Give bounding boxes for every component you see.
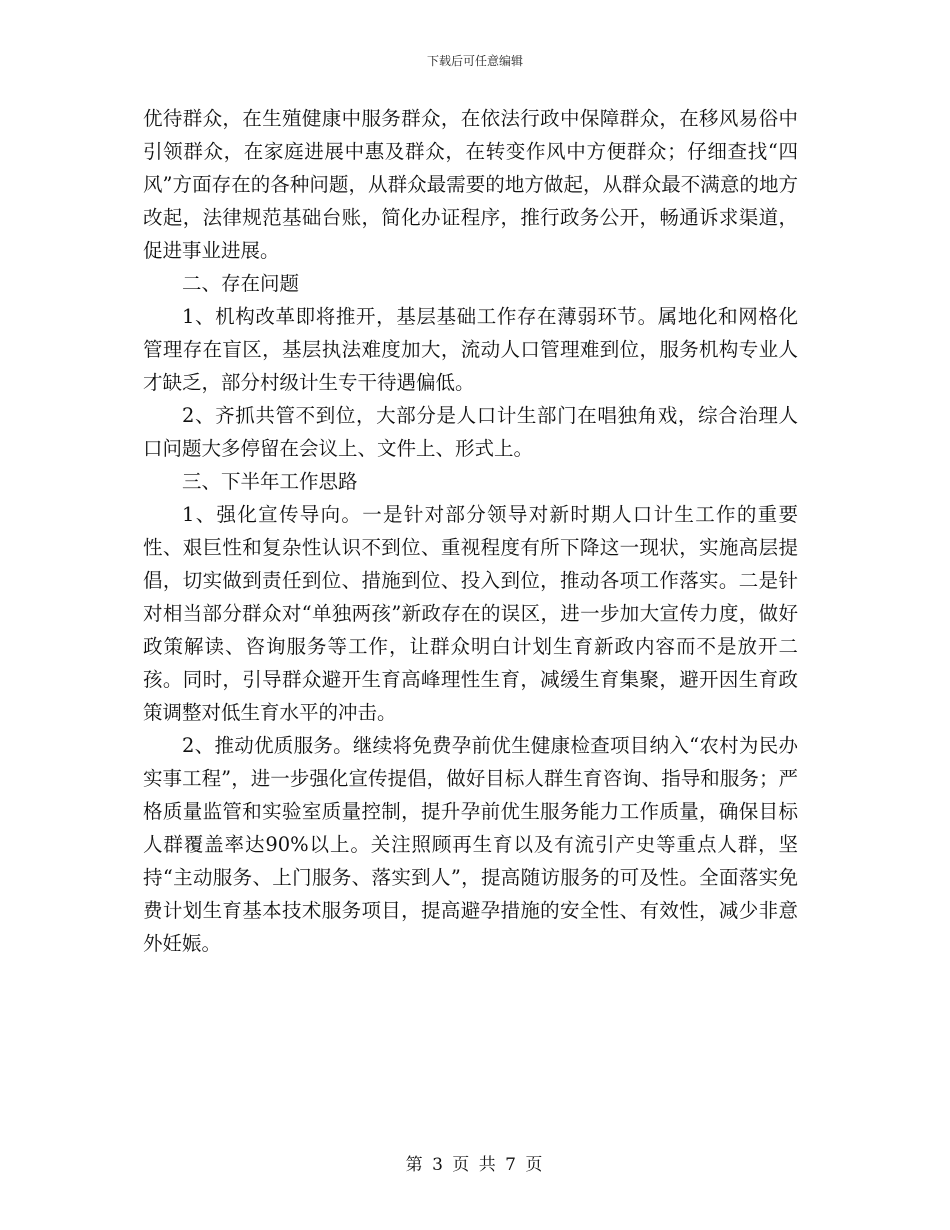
paragraph-plan-2: 2、推动优质服务。继续将免费孕前优生健康检查项目纳入“农村为民办实事工程”，进一步强化宣传提倡，做好目标人群生育咨询、指导和服务；严格质量监管和实验室质量控制，提升孕前优生服务能力工作质量，确保目标人群覆盖率达90%以上。关注照顾再生育以及有流引产史等重点人群，坚持“主动服务、上门服务、落实到人”，提高随访服务的可及性。全面落实免费计划生育基本技术服务项目，提高避孕措施的安全性、有效性，减少非意外妊娠。 [143, 734, 798, 955]
paragraph-problem-2: 2、齐抓共管不到位，大部分是人口计生部门在唱独角戏，综合治理人口问题大多停留在会议上、文件上、形式上。 [143, 404, 798, 460]
paragraph-continuation: 优待群众，在生殖健康中服务群众，在依法行政中保障群众，在移风易俗中引领群众，在家庭进展中惠及群众，在转变作风中方便群众；仔细查找“四风”方面存在的各种问题，从群众最需要的地方做起，从群众最不满意的地方改起，法律规范基础台账，简化办证程序，推行政务公开，畅通诉求渠道，促进事业进展。 [143, 107, 798, 262]
paragraph-plan-1: 1、强化宣传导向。一是针对部分领导对新时期人口计生工作的重要性、艰巨性和复杂性认识不到位、重视程度有所下降这一现状，实施高层提倡，切实做到责任到位、措施到位、投入到位，推动各项工作落实。二是针对相当部分群众对“单独两孩”新政存在的误区，进一步加大宣传力度，做好政策解读、咨询服务等工作，让群众明白计划生育新政内容而不是放开二孩。同时，引导群众避开生育高峰理性生育，减缓生育集聚，避开因生育政策调整对低生育水平的冲击。 [143, 503, 798, 724]
document-body [143, 102, 798, 960]
paragraph-problem-1: 1、机构改革即将推开，基层基础工作存在薄弱环节。属地化和网格化管理存在盲区，基层执法难度加大，流动人口管理难到位，服务机构专业人才缺乏，部分村级计生专干待遇偏低。 [143, 305, 798, 394]
section-heading-plan: 三、下半年工作思路 [182, 470, 358, 493]
page-header-note: 下载后可任意编辑 [426, 54, 523, 68]
section-heading-problems: 二、存在问题 [182, 272, 300, 295]
page-number-footer: 第 3 页 共 7 页 [405, 1155, 545, 1175]
